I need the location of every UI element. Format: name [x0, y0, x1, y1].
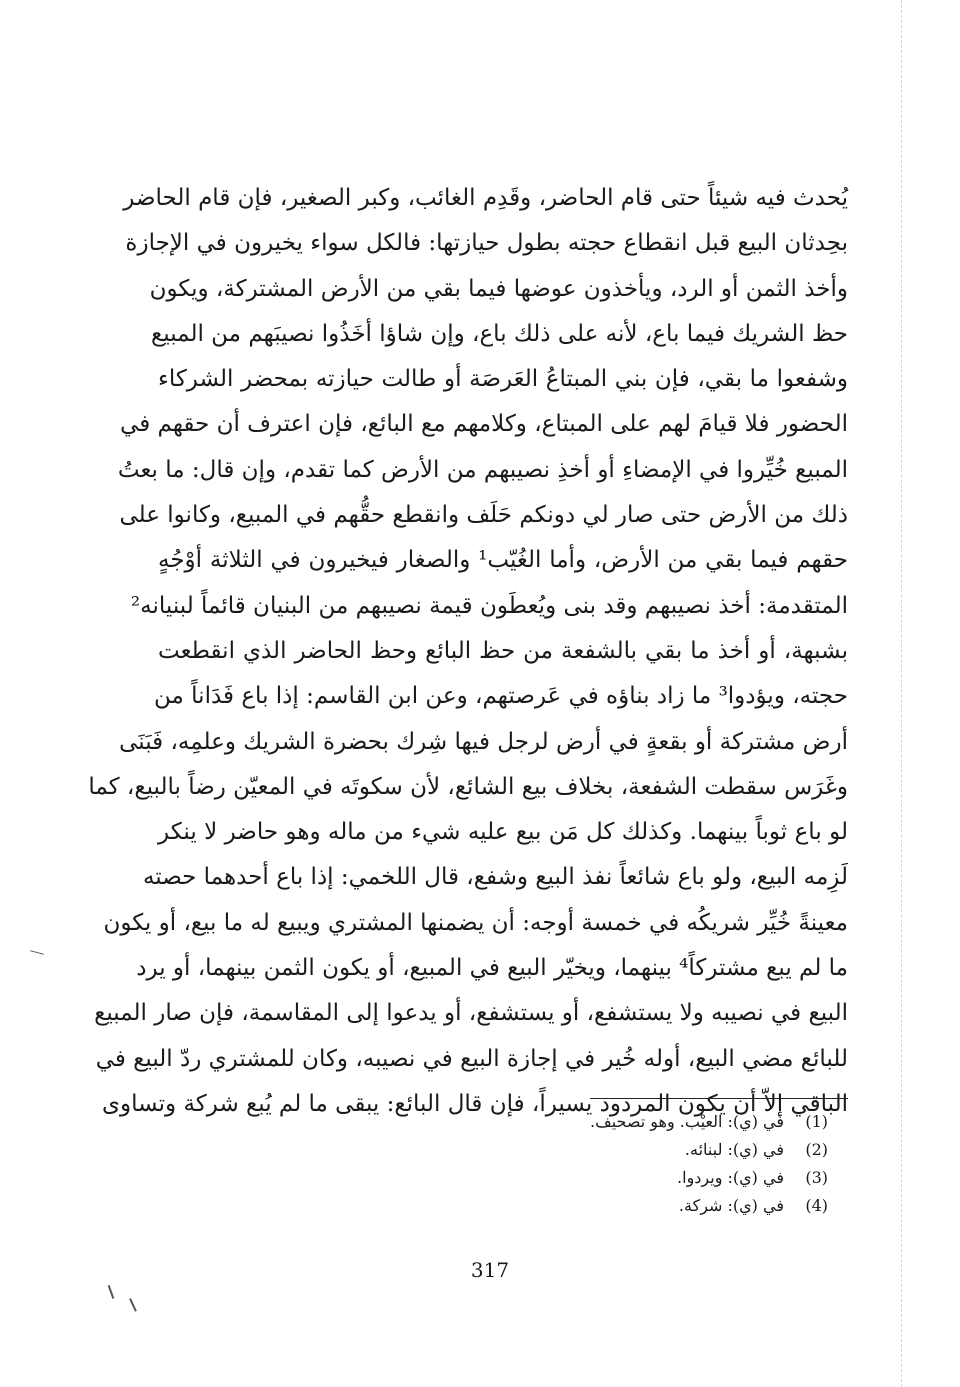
footnote-separator	[590, 1098, 848, 1099]
footnote	[348, 1164, 828, 1192]
footnote	[348, 1108, 828, 1136]
footnote-text: في (ي): شركة.	[678, 1196, 784, 1215]
text-line: أرض مشتركة أو بقعةٍ في أرض لرجل فيها شِرك بحضرة الشريك وعلمِه، فَبَنَى	[119, 728, 848, 755]
text-line: لو باع ثوباً بينهما. وكذلك كل مَن بيع عليه شيء من ماله وهو حاضر لا ينكر	[158, 819, 848, 846]
footnote	[348, 1136, 828, 1164]
text-line: ما لم يبع مشتركاً⁴ بينهما، ويخيّر البيع في المبيع، أو يكون الثمن بينهما، أو يرد	[136, 955, 848, 982]
text-line: لَزِمه البيع، ولو باع شائعاً نفذ البيع وشفع، قال اللخمي: إذا باع أحدهما حصته	[142, 864, 848, 891]
text-line: المبيع خُيِّروا في الإمضاءِ أو أخذِ نصيبهم من الأرض كما تقدم، وإن قال: ما بعتُ	[117, 456, 848, 483]
text-line: بشبهة، أو أخذ ما بقي بالشفعة من حظ البائع وحظ الحاضر الذي انقطعت	[158, 637, 848, 664]
page-number: 317	[470, 1258, 510, 1282]
page-edge-guide	[900, 0, 902, 1387]
footnotes	[348, 1108, 828, 1220]
text-line: للبائع مضي البيع، أوله خُير في إجازة البيع في نصيبه، وكان للمشتري ردّ البيع في	[95, 1045, 848, 1072]
text-line: حجته، ويؤدوا³ ما زاد بناؤه في عَرصتهم، وعن ابن القاسم: إذا باع فَدَاناً من	[154, 683, 848, 710]
text-line: يُحدث فيه شيئاً حتى قام الحاضر، وقَدِم الغائب، وكبر الصغير، فإن قام الحاضر	[123, 185, 848, 211]
footnote	[348, 1192, 828, 1220]
scan-mark	[129, 1298, 136, 1311]
text-line: وشفعوا ما بقي، فإن بني المبتاعُ العَرصَة أو طالت حيازته بمحضر الشركاء	[158, 366, 848, 393]
text-line: المتقدمة: أخذ نصيبهم وقد بنى ويُعطَون قيمة نصيبهم من البنيان قائماً لبنيانه²	[130, 592, 848, 619]
scan-mark	[30, 950, 44, 955]
footnote-number: (2)	[805, 1140, 828, 1159]
main-text-block	[88, 176, 848, 1127]
text-line: البيع في نصيبه ولا يستشفع، أو يستشفع، أو يدعوا إلى المقاسمة، فإن صار المبيع	[94, 1000, 848, 1027]
text-line: معينةً خُيِّر شريكُه في خمسة أوجه: أن يضمنها المشتري ويبيع له ما بيع، أو يكون	[103, 909, 848, 936]
scan-mark	[108, 1285, 114, 1299]
text-line: الحضور فلا قيامَ لهم على المبتاع، وكلامهم مع البائع، فإن اعترف أن حقهم في	[120, 411, 848, 438]
text-line: بحِدثان البيع قبل انقطاع حجته بطول حيازتها: فالكل سواء يخيرون في الإجازة	[125, 230, 848, 257]
text-line: حقهم فيما بقي من الأرض، وأما الغُيّب¹ والصغار فيخيرون في الثلاثة أوْجُهٍ	[158, 547, 848, 574]
footnote-text: في (ي): ويردوا.	[677, 1168, 784, 1187]
footnote-number: (4)	[805, 1196, 828, 1215]
text-line: حظ الشريك فيما باع، لأنه على ذلك باع، وإن شاؤا أخَذُوا نصيبَهم من المبيع	[151, 320, 848, 347]
footnote-text: في (ي): لبنائه.	[684, 1140, 784, 1159]
footnote-text: في (ي): العيْب. وهو تصحيف.	[590, 1112, 784, 1131]
text-line: الباقي إلاّ أن يكون المردود يسيراً، فإن قال البائع: يبقى ما لم يُبع شركة وتساوى	[102, 1090, 848, 1117]
text-line: وغَرَس سقطت الشفعة، بخلاف بيع الشائع، لأن سكوتَه في المعيّن رضاً بالبيع، كما	[88, 773, 848, 800]
footnote-number: (3)	[805, 1168, 828, 1187]
text-line: وأخذ الثمن أو الرد، ويأخذون عوضها فيما بقي من الأرض المشتركة، ويكون	[149, 275, 848, 302]
footnote-number: (1)	[805, 1112, 828, 1131]
text-line: ذلك من الأرض حتى صار لي دونكم حَلَف وانقطع حقُّهم في المبيع، وكانوا على	[119, 502, 848, 529]
